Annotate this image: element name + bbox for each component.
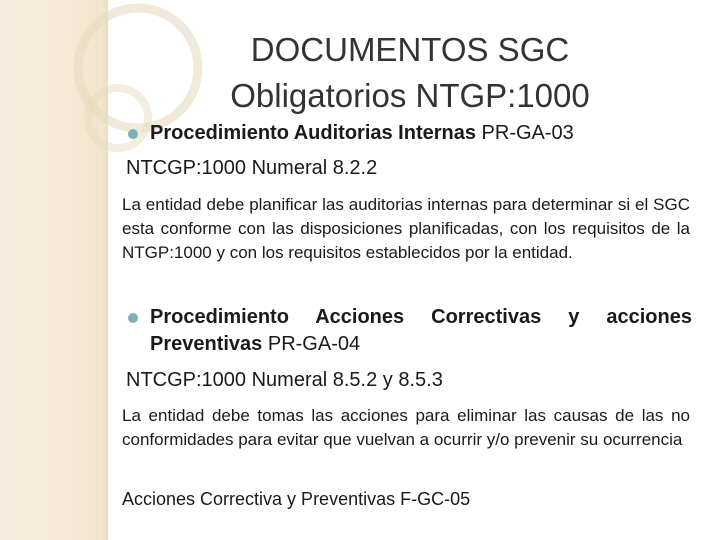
bullet-auditorias — [120, 120, 692, 147]
left-decorative-band — [0, 0, 108, 540]
bullet-acciones — [120, 304, 692, 358]
bullet-code: PR-GA-04 — [262, 333, 361, 355]
band-edge — [100, 0, 108, 540]
reference-line-1: NTCGP:1000 Numeral 8.2.2 — [126, 157, 378, 179]
bullet-code: PR-GA-03 — [476, 122, 574, 144]
footer-form-line: Acciones Correctiva y Preventivas F-GC-05 — [122, 489, 471, 509]
paragraph-acciones: La entidad debe tomas las acciones para eliminar las causas de las no conformidades para evitar que vuelvan a ocurrir y/o prevenir su ocurrencia — [122, 406, 690, 449]
reference-line-2: NTCGP:1000 Numeral 8.5.2 y 8.5.3 — [126, 369, 443, 391]
bullet-bold-text: Procedimiento Acciones Correctivas y acciones Preventivas — [150, 306, 692, 355]
paragraph-auditorias: La entidad debe planificar las auditorias internas para determinar si el SGC esta conforme con las disposiciones planificadas, con los requisitos de la NTGP:1000 y con los requisitos establecidos por la entidad. — [122, 195, 690, 262]
bullet-text — [150, 304, 692, 358]
bullet-bold-text: Procedimiento Auditorias Internas — [150, 122, 476, 144]
slide-content — [120, 0, 692, 540]
bullet-text — [150, 120, 692, 147]
bullet-icon — [128, 313, 138, 323]
title-line-2: Obligatorios NTGP:1000 — [230, 77, 590, 114]
slide-title — [140, 27, 680, 119]
title-line-1: DOCUMENTOS SGC — [250, 31, 570, 68]
bullet-icon — [128, 129, 138, 139]
